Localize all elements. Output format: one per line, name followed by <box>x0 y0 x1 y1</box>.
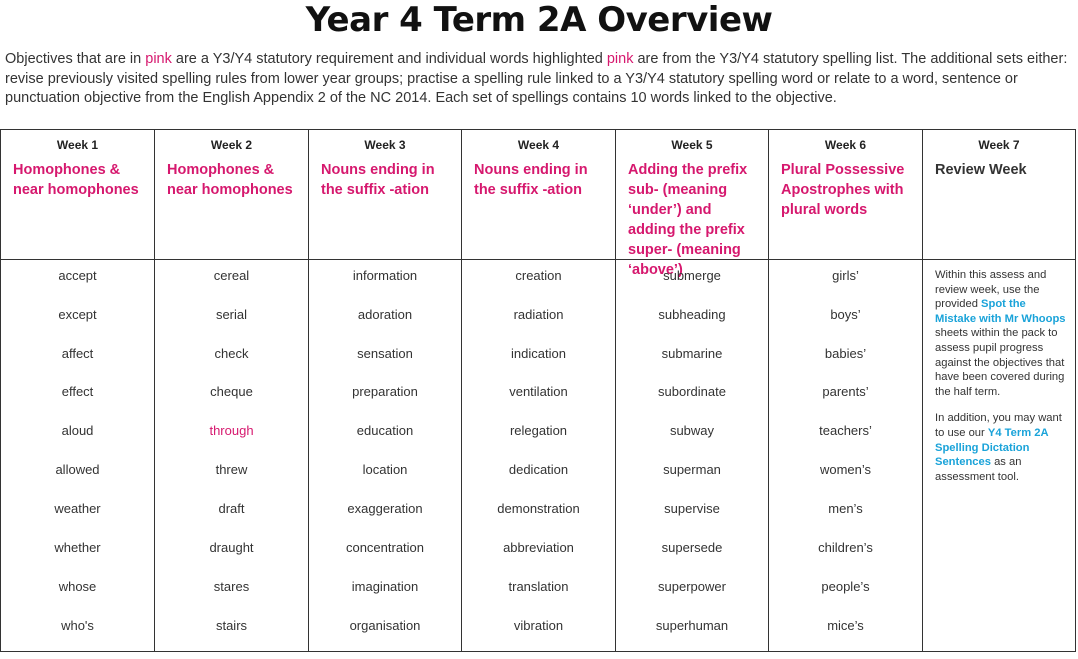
spelling-word: allowed <box>55 462 100 477</box>
spelling-word: mice’s <box>827 618 864 633</box>
intro-text <box>5 50 1077 109</box>
review-text: In addition, you may want to use our <box>935 412 1062 439</box>
statutory-spelling-word: through <box>209 423 254 438</box>
spelling-word: stares <box>213 579 250 594</box>
week-topic: Homophones & near homophones <box>13 162 139 198</box>
week-topic: Review Week <box>935 162 1027 178</box>
spelling-word: education <box>356 423 414 438</box>
spelling-word: relegation <box>509 423 568 438</box>
spelling-word: cereal <box>213 268 250 283</box>
spelling-word: information <box>352 268 418 283</box>
spelling-word: organisation <box>349 618 421 633</box>
spelling-word: whose <box>58 579 97 594</box>
week-heading: Week 4 <box>517 138 560 152</box>
spelling-word: superman <box>663 462 721 477</box>
spelling-word: radiation <box>513 307 564 322</box>
week-heading: Week 2 <box>210 138 253 152</box>
week-5-column <box>616 130 768 651</box>
spelling-word: supervise <box>664 501 720 516</box>
spelling-word: vibration <box>513 618 564 633</box>
overview-table <box>0 129 1076 652</box>
spelling-word: supersede <box>661 540 723 555</box>
spelling-word: submarine <box>661 346 723 361</box>
spelling-word: men’s <box>828 501 863 516</box>
intro-part-2: are a Y3/Y4 statutory requirement and individual words highlighted <box>171 51 607 67</box>
spelling-word: subway <box>669 423 715 438</box>
spelling-word: translation <box>508 579 569 594</box>
spelling-word: threw <box>215 462 248 477</box>
spelling-word: except <box>58 307 97 322</box>
week-heading: Week 6 <box>824 138 867 152</box>
spelling-word: draught <box>209 540 254 555</box>
spelling-word: effect <box>61 384 94 399</box>
spelling-word: adoration <box>357 307 413 322</box>
week-heading: Week 1 <box>56 138 99 152</box>
week-7-column <box>923 130 1075 651</box>
spelling-word: girls’ <box>832 268 859 283</box>
week-topic: Nouns ending in the suffix -ation <box>321 162 435 198</box>
spelling-word: ventilation <box>509 384 568 399</box>
spelling-word: abbreviation <box>503 540 574 555</box>
spelling-word: weather <box>54 501 101 516</box>
spelling-word: parents’ <box>822 384 869 399</box>
spelling-word: sensation <box>357 346 413 361</box>
week-topic: Plural Possessive Apostrophes with plural words <box>781 162 905 218</box>
spelling-word: stairs <box>215 618 248 633</box>
intro-part-3: are from the Y3/Y4 statutory spelling list. The additional sets either: revise previously visited spelling rules from lower year groups; practise a spelling rule linked to a Y3/Y4 statutory spelling word or relate to a word, sentence or punctuation objective from the English Appendix 2 of the NC 2014. Each set of spellings contains 10 words linked to the objective. <box>5 51 1068 106</box>
spelling-word: preparation <box>352 384 418 399</box>
week-topic: Nouns ending in the suffix -ation <box>474 162 588 198</box>
spelling-word: location <box>362 462 408 477</box>
spelling-word: aloud <box>61 423 94 438</box>
week-4-column <box>462 130 615 651</box>
spelling-word: indication <box>511 346 566 361</box>
spelling-word: draft <box>218 501 245 516</box>
spelling-word: exaggeration <box>347 501 423 516</box>
review-text: as an assessment tool. <box>935 456 1022 483</box>
week-6-column <box>769 130 922 651</box>
week-topic: Homophones & near homophones <box>167 162 293 198</box>
spelling-word: who's <box>61 618 94 633</box>
review-notes <box>935 268 1067 496</box>
spelling-word: dedication <box>508 462 569 477</box>
spelling-word: affect <box>61 346 94 361</box>
spelling-word: boys’ <box>830 307 861 322</box>
spelling-word: submerge <box>663 268 721 283</box>
review-paragraph-2 <box>935 411 1067 484</box>
week-3-column <box>309 130 461 651</box>
review-paragraph-1 <box>935 268 1067 399</box>
spelling-word: serial <box>215 307 248 322</box>
page-title: Year 4 Term 2A Overview <box>305 0 773 40</box>
week-heading: Week 7 <box>978 138 1020 152</box>
spelling-word: babies’ <box>824 346 867 361</box>
spelling-word: cheque <box>210 384 253 399</box>
spelling-word: imagination <box>351 579 419 594</box>
spelling-word: whether <box>54 540 101 555</box>
spelling-word: superpower <box>658 579 726 594</box>
spelling-word: children’s <box>818 540 873 555</box>
spelling-word: women’s <box>819 462 872 477</box>
spelling-word: superhuman <box>655 618 729 633</box>
week-1-column <box>1 130 154 651</box>
week-topic: Adding the prefix sub- (meaning ‘under’) and adding the prefix super- (meaning ‘above’) <box>628 162 748 278</box>
intro-pink-2: pink <box>606 51 634 67</box>
week-2-column <box>155 130 308 651</box>
review-text: sheets within the pack to assess pupil progress against the objectives that have been covered during the half term. <box>935 327 1065 398</box>
dictation-sentences-link[interactable]: Y4 Term 2A Spelling Dictation Sentences <box>935 426 1049 469</box>
spelling-word: check <box>214 346 249 361</box>
spelling-word: concentration <box>345 540 425 555</box>
intro-pink-1: pink <box>145 51 172 67</box>
intro-part-1: Objectives that are in <box>5 51 146 67</box>
spelling-word: demonstration <box>497 501 580 516</box>
review-text: Within this assess and review week, use the provided <box>935 269 1047 311</box>
spelling-word: creation <box>515 268 562 283</box>
week-heading: Week 3 <box>364 138 406 152</box>
week-heading: Week 5 <box>671 138 713 152</box>
spelling-word: teachers’ <box>819 423 872 438</box>
spelling-word: people’s <box>821 579 870 594</box>
spelling-word: subheading <box>658 307 726 322</box>
spelling-word: accept <box>58 268 97 283</box>
spot-the-mistake-link[interactable]: Spot the Mistake with Mr Whoops <box>935 298 1066 325</box>
spelling-word: subordinate <box>658 384 726 399</box>
